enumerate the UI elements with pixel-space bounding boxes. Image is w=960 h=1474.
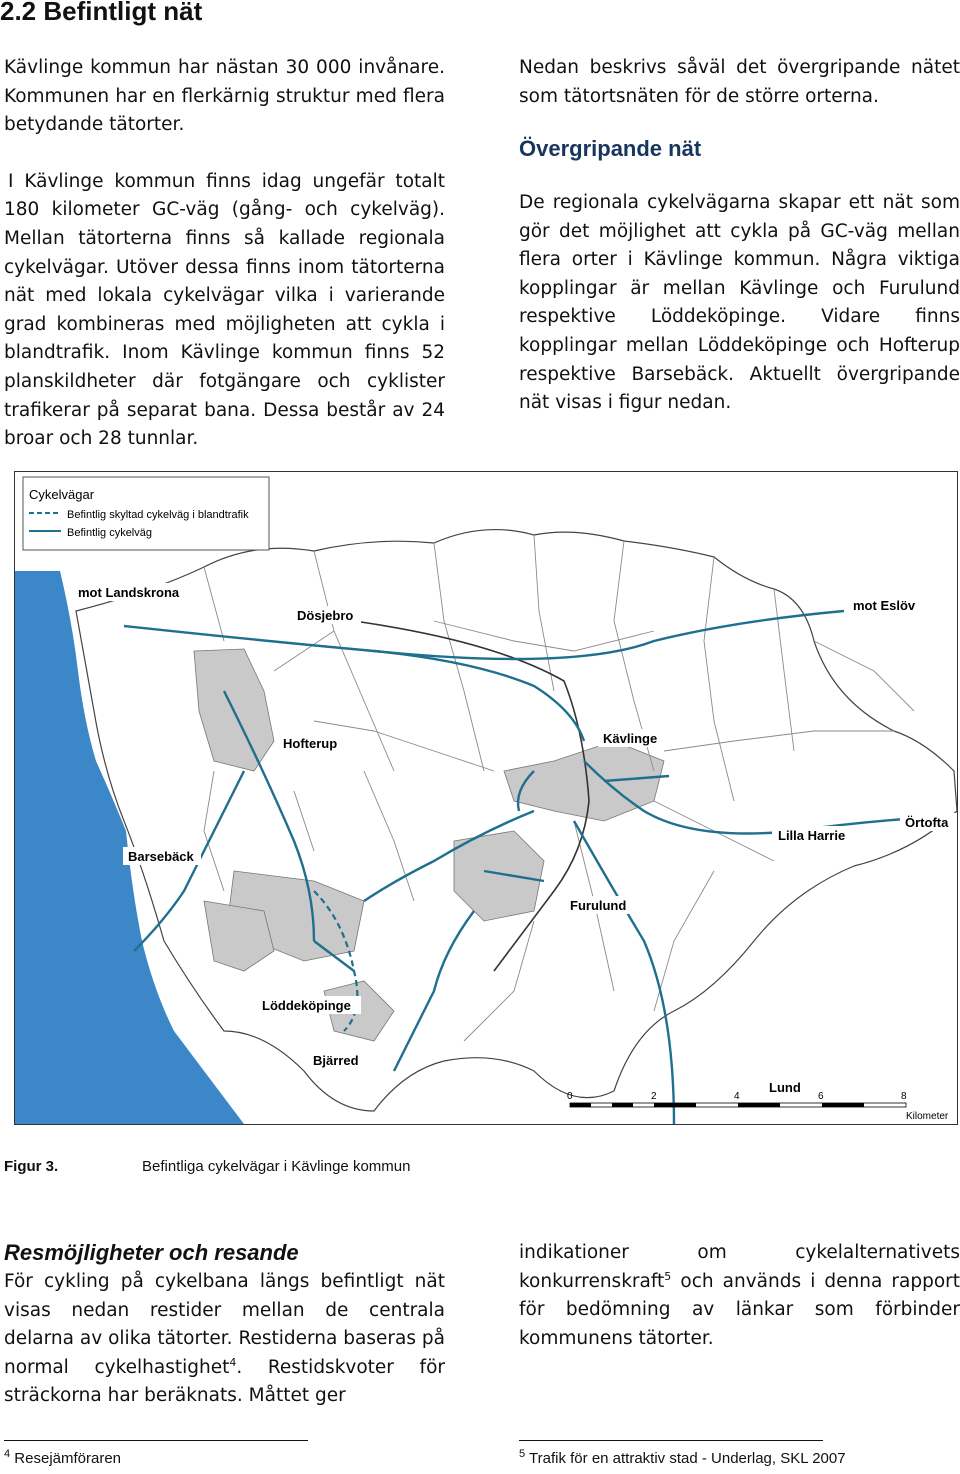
- svg-text:0: 0: [567, 1091, 573, 1102]
- section-title: 2.2 Befintligt nät: [0, 0, 203, 26]
- section2-right-paragraph: indikationer om cykelalternativets konkurrenskraft$^5$ och används i denna rapport för bedömning av länkar som förbinder kommunens tätorter.: [519, 1242, 960, 1349]
- label-lilla-harrie: Lilla Harrie: [778, 828, 846, 843]
- label-loddekopinge: Löddeköpinge: [262, 998, 351, 1013]
- svg-text:6: 6: [818, 1091, 824, 1102]
- svg-text:8: 8: [901, 1091, 907, 1102]
- intro-paragraph: Kävlinge kommun har nästan 30 000 invånare. Kommunen har en flerkärnig struktur med flera betydande tätorter.: [4, 57, 445, 136]
- footnote-rule-left: [4, 1440, 308, 1441]
- right-intro: Nedan beskrivs såväl det övergripande nätet som tätortsnäten för de större orterna.: [519, 57, 960, 107]
- label-landskrona: mot Landskrona: [78, 585, 180, 600]
- left-column: [4, 54, 445, 454]
- section2-right: [519, 1239, 960, 1353]
- svg-text:4: 4: [734, 1091, 740, 1102]
- label-kavlinge: Kävlinge: [603, 731, 658, 746]
- overview-body: [519, 189, 960, 418]
- label-bjarred: Bjärred: [313, 1053, 359, 1068]
- legend-dashed-label: Befintlig skyltad cykelväg i blandtrafik: [67, 509, 249, 521]
- svg-text:2: 2: [651, 1091, 657, 1102]
- figure-label: Figur 3.: [4, 1158, 59, 1175]
- label-lund: Lund: [769, 1080, 801, 1095]
- legend-solid-label: Befintlig cykelväg: [67, 527, 152, 539]
- label-eslov: mot Eslöv: [853, 598, 916, 613]
- section2-left: [4, 1268, 445, 1411]
- cycle-network-map: [14, 471, 958, 1125]
- figure-caption: Befintliga cykelvägar i Kävlinge kommun: [142, 1158, 411, 1175]
- network-paragraph: I Kävlinge kommun finns idag ungefär totalt 180 kilometer GC-väg (gång- och cykelväg). Mellan tätorterna finns så kallade regionala cykelvägar. Utöver dessa finns inom tätorterna nät med lokala cykelvägar vilka i varierande grad kombineras med möjligheten att cykla i blandtrafik. Inom Kävlinge kommun finns 52 planskildheter där fotgängare och cyklister trafikerar på separat bana. Dessa består av 24 broar och 28 tunnlar.: [4, 170, 445, 450]
- overview-paragraph: De regionala cykelvägarna skapar ett nät som gör det möjlighet att cykla på GC-väg mellan flera orter i Kävlinge kommun. Några viktiga kopplingar är mellan Kävlinge och Furulund respektive Löddeköpinge. Vidare finns kopplingar mellan Löddeköpinge och Hofterup respektive Barsebäck. Aktuellt övergripande nät visas i figur nedan.: [519, 192, 960, 414]
- footnote-4: $^4$ Resejämföraren: [4, 1448, 122, 1467]
- footnote-ref-5: 5: [664, 1269, 672, 1283]
- overview-heading: Övergripande nät: [519, 136, 702, 161]
- footnote-5: $^5$ Trafik för en attraktiv stad - Underlag, SKL 2007: [519, 1448, 846, 1467]
- footnote-rule-right: [519, 1440, 823, 1441]
- label-hofterup: Hofterup: [283, 736, 338, 751]
- footnote-ref-4: 4: [229, 1355, 237, 1369]
- legend-title: Cykelvägar: [29, 487, 95, 502]
- right-column: [519, 54, 960, 111]
- label-ortofta: Örtofta: [905, 815, 949, 830]
- section2-left-paragraph: För cykling på cykelbana längs befintligt nät visas nedan restider mellan de centrala delarna av olika tätorter. Restiderna baseras på normal cykelhastighet$^4$. Restidskvoter för sträckorna har beräknats. Måttet ger: [4, 1271, 445, 1407]
- label-dosjebro: Dösjebro: [297, 608, 354, 623]
- label-barseback: Barsebäck: [128, 849, 194, 864]
- scale-unit: Kilometer: [906, 1111, 949, 1122]
- map-legend: [23, 477, 269, 550]
- label-furulund: Furulund: [570, 898, 627, 913]
- travel-heading: Resmöjligheter och resande: [4, 1240, 299, 1265]
